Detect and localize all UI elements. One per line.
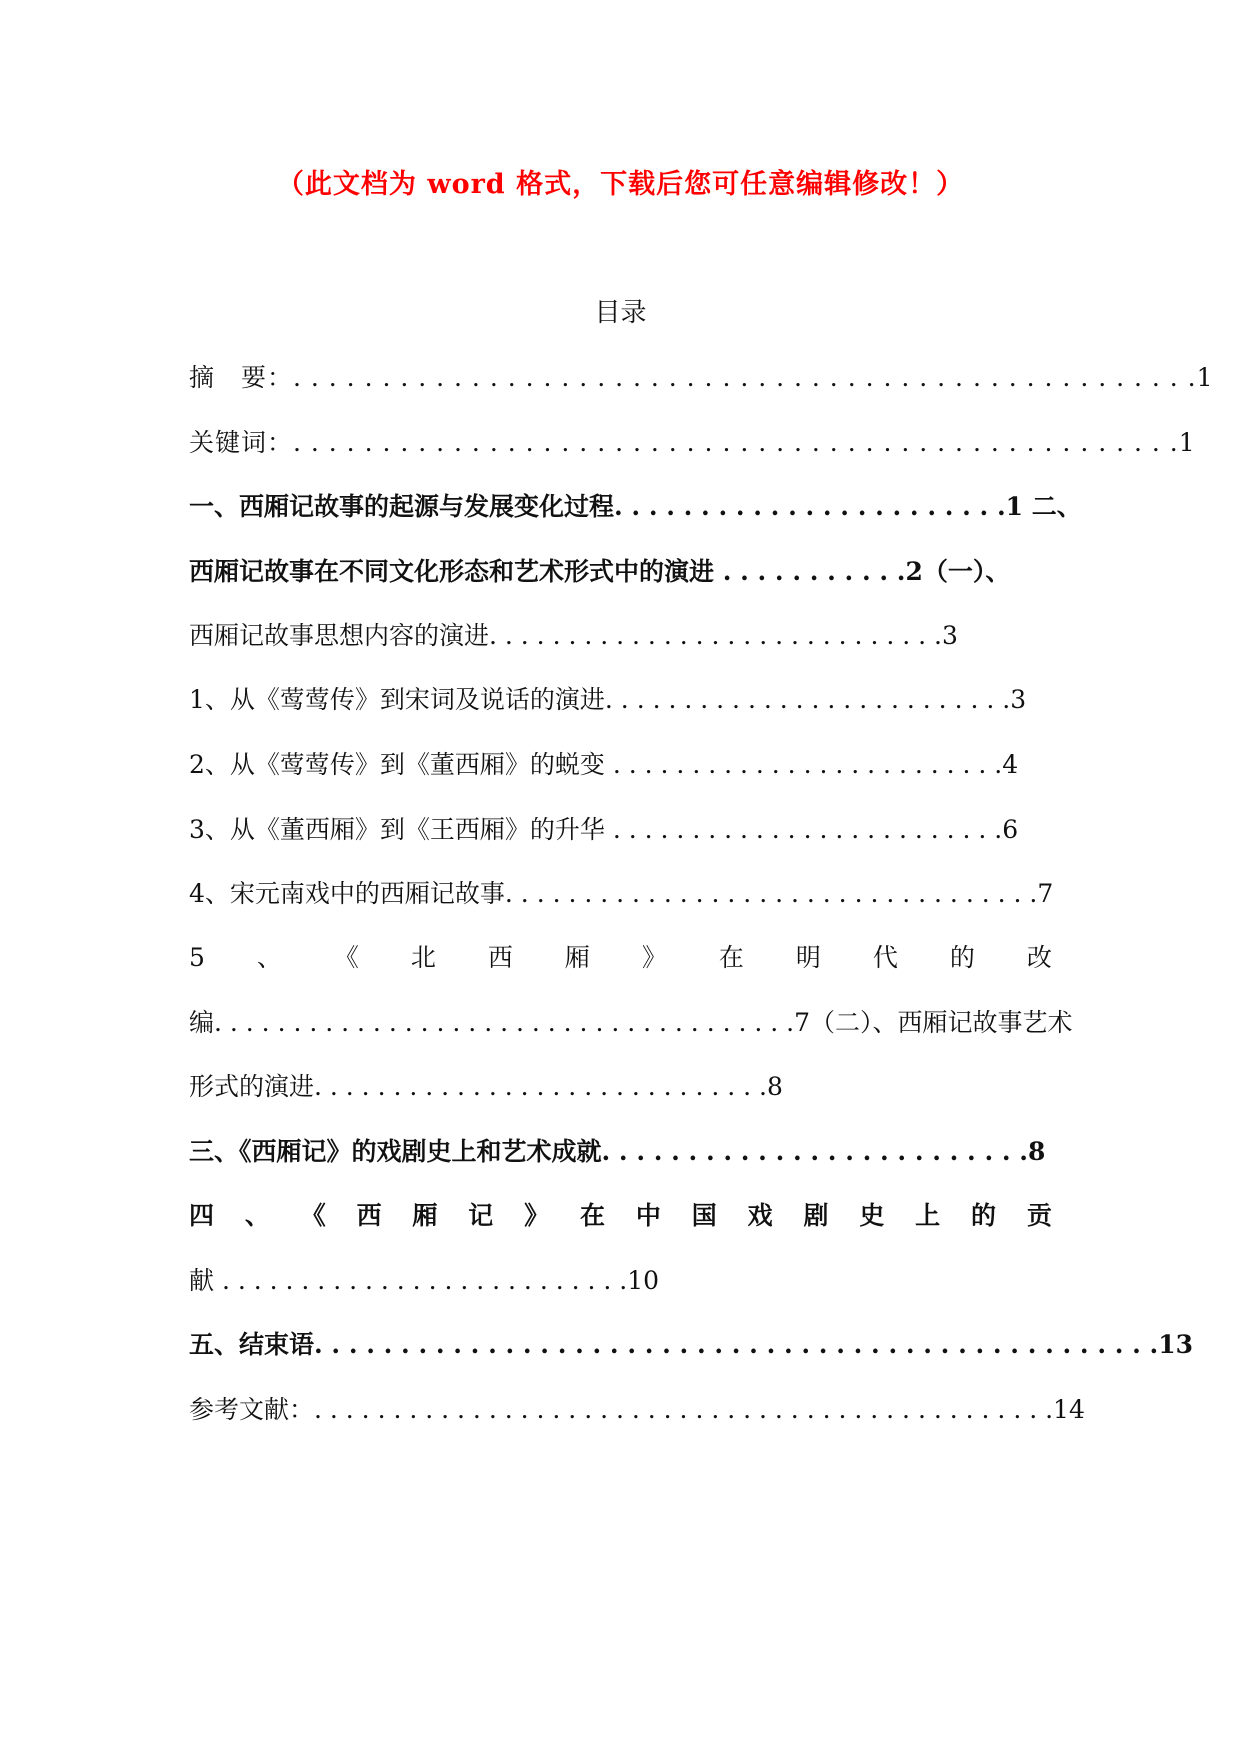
- toc-char: 中: [635, 1201, 661, 1230]
- toc-char: 西: [487, 943, 513, 972]
- toc-char: 、: [244, 1201, 270, 1230]
- toc-entry-item-2[interactable]: 2、从《莺莺传》到《董西厢》的蜕变 . . . . . . . . . . . . . . . . . . . . . . . . .4: [189, 750, 1019, 779]
- word-format-notice: （此文档为 word 格式，下载后您可任意编辑修改！）: [276, 169, 965, 200]
- toc-char: 记: [468, 1201, 494, 1230]
- toc-char: 戏: [747, 1201, 773, 1230]
- toc-char: 西: [356, 1201, 382, 1230]
- toc-char: 明: [795, 943, 821, 972]
- toc-char: 史: [859, 1201, 885, 1230]
- toc-entry-section-2-1[interactable]: 西厢记故事思想内容的演进. . . . . . . . . . . . . . . . . . . . . . . . . . . . .3: [189, 621, 958, 650]
- toc-entry-chapter-1[interactable]: 一、西厢记故事的起源与发展变化过程. . . . . . . . . . . . . . . . . . . . . . .1 二、: [189, 492, 1082, 521]
- toc-entry-chapter-2[interactable]: 西厢记故事在不同文化形态和艺术形式中的演进 . . . . . . . . . . .2（一）、: [189, 557, 1011, 586]
- toc-char: 》: [524, 1201, 550, 1230]
- toc-entry-chapter-5[interactable]: 五、结束语. . . . . . . . . . . . . . . . . . . . . . . . . . . . . . . . . . . . . . . . . . . . . . . . .13: [189, 1330, 1194, 1359]
- toc-entry-item-3[interactable]: 3、从《董西厢》到《王西厢》的升华 . . . . . . . . . . . . . . . . . . . . . . . . .6: [189, 815, 1019, 844]
- toc-char: 四: [189, 1201, 215, 1230]
- toc-entry-chapter-4-continued[interactable]: 献 . . . . . . . . . . . . . . . . . . . . . . . . . .10: [189, 1266, 660, 1295]
- toc-entry-item-4[interactable]: 4、宋元南戏中的西厢记故事. . . . . . . . . . . . . . . . . . . . . . . . . . . . . . . . . .7: [189, 879, 1054, 908]
- toc-entry-references[interactable]: 参考文献：. . . . . . . . . . . . . . . . . . . . . . . . . . . . . . . . . . . . . . . . . . . . . . .14: [189, 1395, 1085, 1424]
- toc-entry-item-1[interactable]: 1、从《莺莺传》到宋词及说话的演进. . . . . . . . . . . . . . . . . . . . . . . . . .3: [189, 685, 1027, 714]
- toc-char: 国: [691, 1201, 717, 1230]
- toc-entry-abstract[interactable]: 摘 要：. . . . . . . . . . . . . . . . . . . . . . . . . . . . . . . . . . . . . . . . . . . . . . . . . . .1: [189, 363, 1214, 392]
- toc-char: 》: [641, 943, 667, 972]
- toc-char: 的: [949, 943, 975, 972]
- toc-char: 剧: [803, 1201, 829, 1230]
- toc-char: 、: [256, 943, 282, 972]
- toc-char: 代: [872, 943, 898, 972]
- toc-char: 在: [580, 1201, 606, 1230]
- toc-char: 改: [1026, 943, 1052, 972]
- toc-entry-chapter-3[interactable]: 三、《西厢记》的戏剧史上和艺术成就. . . . . . . . . . . . . . . . . . . . . . . . .8: [189, 1137, 1046, 1166]
- toc-char: 的: [971, 1201, 997, 1230]
- toc-char: 《: [300, 1201, 326, 1230]
- toc-entry-chapter-4[interactable]: [189, 1194, 1052, 1238]
- toc-char: 5: [189, 943, 205, 972]
- toc-char: 《: [333, 943, 359, 972]
- toc-char: 厢: [564, 943, 590, 972]
- toc-entry-keywords[interactable]: 关键词：. . . . . . . . . . . . . . . . . . . . . . . . . . . . . . . . . . . . . . . . . . . . . . . . . .1: [189, 428, 1196, 457]
- toc-entry-item-5[interactable]: [189, 936, 1052, 980]
- toc-entry-item-5-continued[interactable]: 编. . . . . . . . . . . . . . . . . . . . . . . . . . . . . . . . . . . . .7（二）、西厢记故事艺术: [189, 1008, 1073, 1037]
- toc-title: 目录: [594, 298, 647, 328]
- toc-entry-section-2-2[interactable]: 形式的演进. . . . . . . . . . . . . . . . . . . . . . . . . . . . .8: [189, 1072, 783, 1101]
- toc-char: 上: [915, 1201, 941, 1230]
- toc-char: 北: [410, 943, 436, 972]
- toc-char: 贡: [1026, 1201, 1052, 1230]
- toc-char: 厢: [412, 1201, 438, 1230]
- toc-char: 在: [718, 943, 744, 972]
